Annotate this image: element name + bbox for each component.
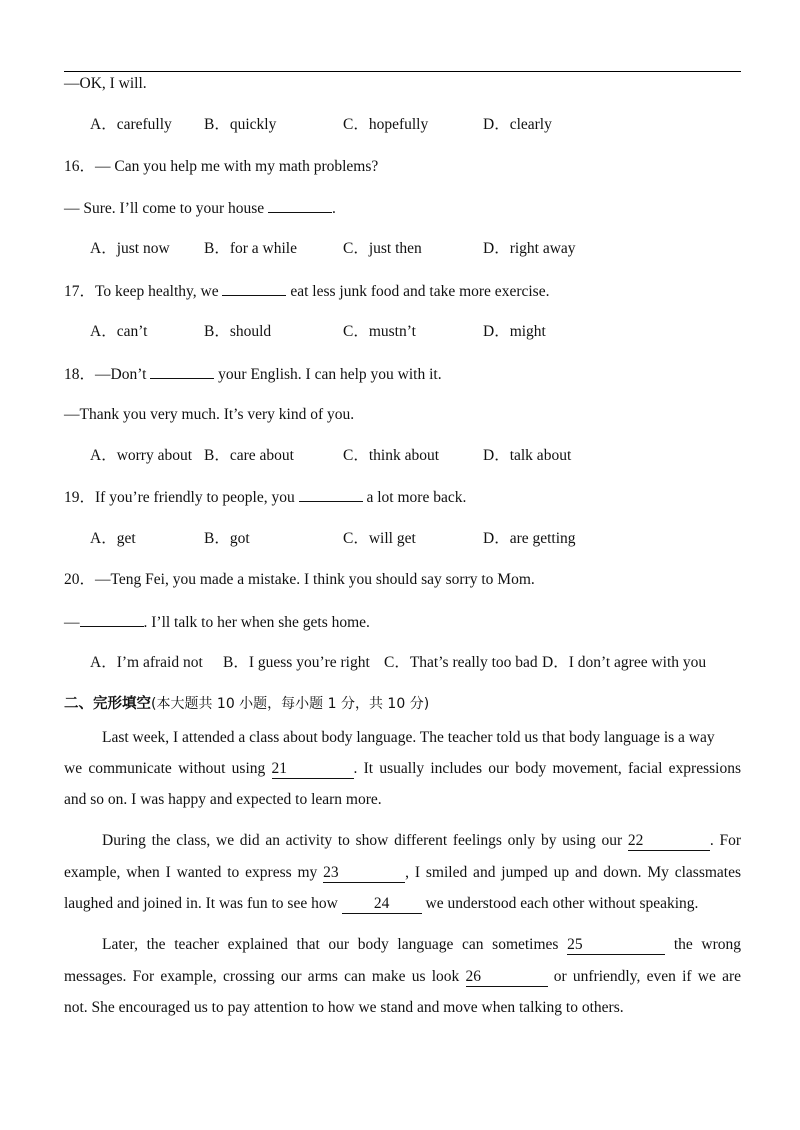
q16-blank <box>268 198 332 213</box>
q15-option-b[interactable]: B．quickly <box>204 116 277 133</box>
q19-option-b[interactable]: B．got <box>204 530 250 547</box>
q18-line2: —Thank you very much. It’s very kind of you. <box>64 406 355 423</box>
q16-option-c[interactable]: C．just then <box>343 240 422 257</box>
blank-25[interactable]: 25 <box>567 936 665 955</box>
blank-23[interactable]: 23 <box>323 864 405 883</box>
q16-option-d[interactable]: D．right away <box>483 240 576 257</box>
q20-option-a[interactable]: A．I’m afraid not <box>90 654 203 671</box>
q17-question: 17．To keep healthy, we eat less junk food and take more exercise. <box>64 283 550 300</box>
q18-options <box>0 446 800 466</box>
q20-number: 20． <box>64 571 96 588</box>
q19-question: 19．If you’re friendly to people, you a lot more back. <box>64 489 467 506</box>
q15-option-d[interactable]: D．clearly <box>483 116 552 133</box>
q19-options <box>0 529 800 549</box>
q19-option-a[interactable]: A．get <box>90 530 136 547</box>
q18-number: 18． <box>64 366 96 383</box>
q16-option-a[interactable]: A．just now <box>90 240 170 257</box>
q20-option-d[interactable]: D．I don’t agree with you <box>542 654 707 671</box>
q20-options <box>0 653 800 673</box>
q17-option-d[interactable]: D．might <box>483 323 546 340</box>
p2-line2: example, when I wanted to express my 23 , I smiled and jumped up and down. My classmates <box>64 864 742 881</box>
blank-24[interactable]: 24 <box>342 895 422 914</box>
q18-blank <box>150 364 214 379</box>
q17-option-a[interactable]: A．can’t <box>90 323 148 340</box>
q18-option-d[interactable]: D．talk about <box>483 447 572 464</box>
blank-21[interactable]: 21 <box>272 760 354 779</box>
p3-line2: messages. For example, crossing our arms can make us look 26 or unfriendly, even if we are <box>64 968 741 985</box>
q20-line2: — . I’ll talk to her when she gets home. <box>64 614 370 631</box>
q15-option-a[interactable]: A．carefully <box>90 116 172 133</box>
p1-line3: and so on. I was happy and expected to learn more. <box>64 791 382 808</box>
blank-22[interactable]: 22 <box>628 832 710 851</box>
q18-question: 18．—Don’t your English. I can help you with it. <box>64 366 442 383</box>
q17-option-c[interactable]: C．mustn’t <box>343 323 416 340</box>
section-heading <box>64 694 429 714</box>
q16-number: 16． <box>64 158 96 175</box>
q19-option-d[interactable]: D．are getting <box>483 530 576 547</box>
p3-line3: not. She encouraged us to pay attention to how we stand and move when talking to others. <box>64 999 624 1016</box>
q16-line2: — Sure. I’ll come to your house . <box>64 200 336 217</box>
q20-line1: —Teng Fei, you made a mistake. I think you should say sorry to Mom. <box>95 571 535 588</box>
q20-blank <box>80 612 144 627</box>
q19-option-c[interactable]: C．will get <box>343 530 416 547</box>
q15-answer-line: —OK, I will. <box>64 75 147 92</box>
q15-options <box>0 115 800 135</box>
q19-number: 19． <box>64 489 96 506</box>
q17-number: 17． <box>64 283 96 300</box>
q19-blank <box>299 487 363 502</box>
section-note: (本大题共 10 小题，每小题 1 分，共 10 分) <box>151 696 430 712</box>
q16-options <box>0 239 800 259</box>
q20-question <box>64 570 535 590</box>
q18-option-c[interactable]: C．think about <box>343 447 440 464</box>
q17-option-b[interactable]: B．should <box>204 323 272 340</box>
q15-option-c[interactable]: C．hopefully <box>343 116 429 133</box>
p1-line1: Last week, I attended a class about body language. The teacher told us that body language is a way <box>102 729 715 746</box>
header-rule <box>64 71 741 72</box>
q16-line1: — Can you help me with my math problems? <box>95 158 379 175</box>
q16-option-b[interactable]: B．for a while <box>204 240 297 257</box>
q16-question <box>64 157 378 177</box>
p3-line1: Later, the teacher explained that our body language can sometimes 25 the wrong <box>102 936 742 953</box>
p1-line2: we communicate without using 21 . It usually includes our body movement, facial expressions <box>64 760 741 777</box>
q17-options <box>0 322 800 342</box>
q17-blank <box>222 281 286 296</box>
q18-option-a[interactable]: A．worry about <box>90 447 193 464</box>
q20-option-c[interactable]: C．That’s really too bad <box>384 654 538 671</box>
p2-line3: laughed and joined in. It was fun to see how 24 we understood each other without speaking. <box>64 895 699 912</box>
p2-line1: During the class, we did an activity to show different feelings only by using our 22 . For <box>102 832 741 849</box>
section-title: 二、完形填空 <box>64 696 151 712</box>
q18-option-b[interactable]: B．care about <box>204 447 294 464</box>
q20-option-b[interactable]: B．I guess you’re right <box>223 654 370 671</box>
blank-26[interactable]: 26 <box>466 968 548 987</box>
